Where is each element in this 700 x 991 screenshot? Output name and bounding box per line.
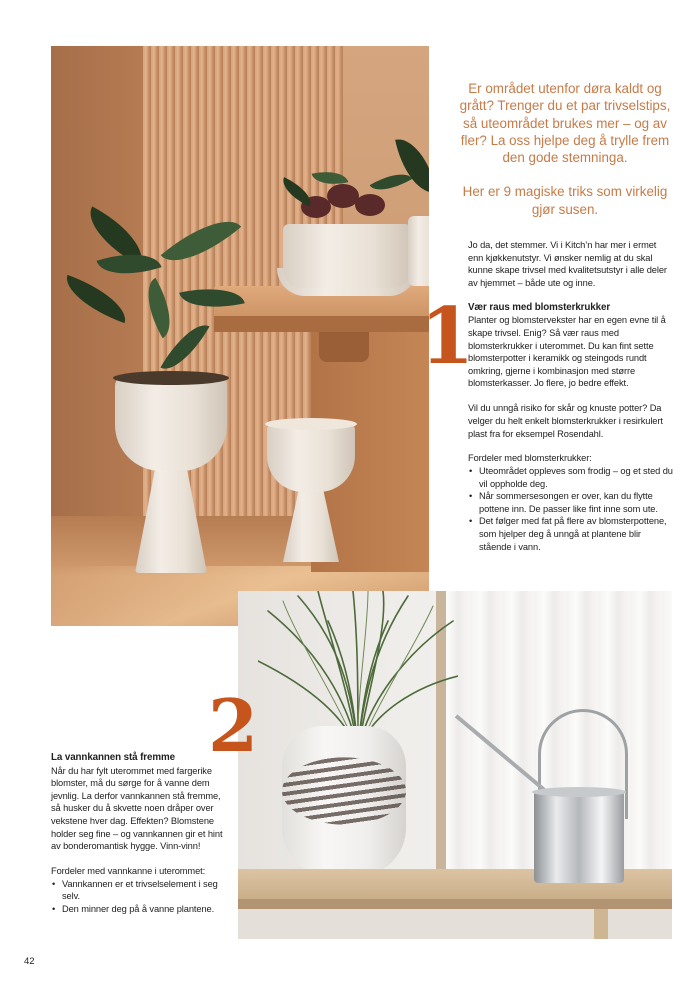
- planter-shelf-pot: [283, 224, 411, 288]
- planter-small-rim: [265, 418, 357, 430]
- intro-paragraph-2: Her er 9 magiske triks som virkelig gjør susen.: [462, 184, 668, 217]
- article-right-column: [468, 239, 673, 553]
- planter-large-soil: [113, 371, 229, 385]
- list-item: • Den minner deg på å vanne plantene.: [51, 903, 229, 916]
- intro-text: [452, 80, 678, 218]
- photo-table-edge: [238, 899, 672, 909]
- photo-can-body: [534, 791, 624, 883]
- planters-list-intro: Fordeler med blomsterkrukker:: [468, 453, 592, 464]
- watering-list-intro: Fordeler med vannkanne i uterommet:: [51, 866, 206, 877]
- list-item: • Uteområdet oppleves som frodig – og et sted du vil oppholde deg.: [468, 465, 673, 490]
- section-number-2: 2: [208, 683, 259, 768]
- photo-shelf-notch: [319, 332, 369, 362]
- list-item: • Når sommersesongen er over, kan du flytte pottene inn. De passer like fint inne som ute.: [468, 490, 673, 515]
- planter-small-bowl: [267, 422, 355, 492]
- planter-edge-pot: [408, 216, 429, 286]
- opening-paragraph: Jo da, det stemmer. Vi i Kitch’n har mer i ermet enn kjøkkenutstyr. Vi ønsker nemlig at du skal kunne skape trivsel med kvalitetsutstyr i alle deler av hjemmet – både ute og inne.: [468, 240, 667, 288]
- photo-watering-can: [238, 591, 672, 939]
- planters-paragraph-2: Vil du unngå risiko for skår og knuste potter? Da velger du helt enkelt blomsterkrukker i resirkulert plast fra for eksempel Rosendahl.: [468, 403, 663, 439]
- article-left-column: [51, 752, 229, 916]
- planters-benefits-list: [468, 465, 673, 553]
- section-number-1: 1: [420, 291, 475, 382]
- section-heading-watering-can: La vannkannen stå fremme: [51, 752, 175, 763]
- watering-paragraph-1: Når du har fylt uterommet med fargerike blomster, må du sørge for å vanne dem jevnlig. La derfor vannkannen stå fremme, så husker du å skvette noen dråper over vekstene hver dag. Effekten? Blomstene holder seg fine – og vannkannen gir et hint av bonderomantisk hygge. Vinn-vinn!: [51, 765, 223, 852]
- planter-large-bowl: [115, 376, 227, 471]
- plant-leaf: [355, 194, 385, 216]
- photo-can-top: [532, 787, 626, 797]
- page-number: 42: [24, 956, 35, 967]
- photo-shelf-front: [214, 316, 429, 332]
- planters-paragraph-1: Planter og blomstervekster har en egen evne til å skape trivsel. Enig? Så vær raus med blomsterkrukker i uterommet. Du kan fint sette blomsterpotter i keramikk og steingods rundt omkring, gjerne i kombinasjon med større blomsterkasser. Jo flere, jo bedre effekt.: [468, 315, 666, 389]
- watering-benefits-list: [51, 878, 229, 916]
- photo-planters-shelf: [51, 46, 429, 626]
- section-heading-planters: Vær raus med blomsterkrukker: [468, 301, 611, 313]
- list-item: • Det følger med fat på flere av blomsterpottene, som hjelper deg å unngå at plantene blir stående i vann.: [468, 515, 673, 553]
- intro-paragraph-1: Er området utenfor døra kaldt og grått? Trenger du et par trivselstips, så uteområdet brukes mer – og av fler? La oss hjelpe deg å trylle frem den gode stemninga.: [459, 81, 671, 166]
- list-item: • Vannkannen er et trivselselement i seg selv.: [51, 878, 229, 903]
- photo-table-leg: [594, 909, 608, 939]
